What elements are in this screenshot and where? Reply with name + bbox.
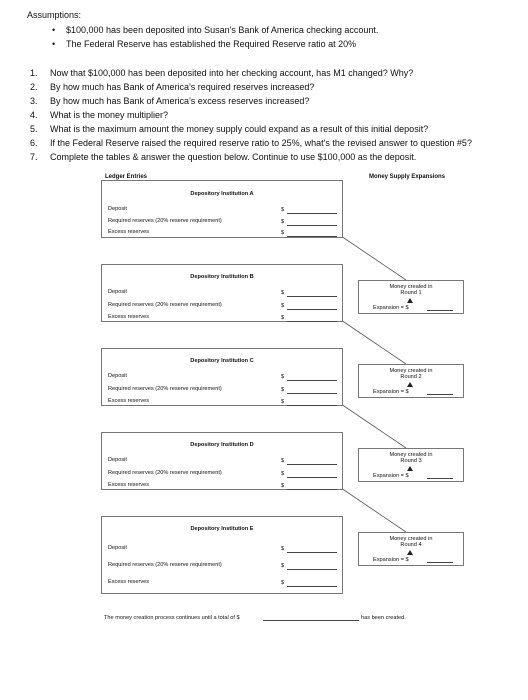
required-reserves-label: Required reserves (20% reserve requirement) (108, 470, 222, 476)
dollar-sign: $ (281, 315, 285, 321)
round-line1: Money created in (389, 452, 433, 458)
required-reserves-label: Required reserves (20% reserve requirement) (108, 302, 222, 308)
bullet-dot: • (52, 25, 56, 35)
round-line2: Round 1 (400, 290, 422, 296)
question-number: 2. (30, 82, 38, 92)
question-text: If the Federal Reserve raised the required reserve ratio to 25%, what's the revised answer to question #5? (50, 138, 472, 148)
institution-title: Depository Institution C (190, 358, 254, 364)
required-reserves-blank[interactable] (287, 563, 337, 570)
assumption-bullet-1: $100,000 has been deposited into Susan's Bank of America checking account. (66, 25, 379, 35)
question-text: Now that $100,000 has been deposited into her checking account, has M1 changed? Why? (50, 68, 414, 78)
excess-reserves-blank[interactable] (287, 315, 337, 322)
deposit-label: Deposit (108, 206, 127, 212)
assumptions-heading: Assumptions: (27, 10, 82, 20)
dollar-sign: $ (281, 387, 285, 393)
round-line2: Round 2 (400, 374, 422, 380)
dollar-sign: $ (281, 471, 285, 477)
arrow-up-icon (407, 298, 413, 303)
dollar-sign: $ (281, 580, 285, 586)
required-reserves-blank[interactable] (287, 303, 337, 310)
institution-b-box (101, 264, 343, 322)
required-reserves-blank[interactable] (287, 219, 337, 226)
arrow-up-icon (407, 550, 413, 555)
deposit-blank[interactable] (287, 458, 337, 465)
deposit-blank[interactable] (287, 546, 337, 553)
arrow-up-icon (407, 382, 413, 387)
footer-right-text: has been created. (361, 615, 406, 621)
institution-e-box (101, 516, 343, 594)
excess-reserves-label: Excess reserves (108, 482, 150, 488)
deposit-label: Deposit (108, 289, 127, 295)
round-3-box (358, 448, 464, 482)
expansion-blank[interactable] (427, 556, 453, 563)
round-line2: Round 3 (400, 458, 422, 464)
institution-title: Depository Institution A (190, 191, 254, 197)
expansion-blank[interactable] (427, 388, 453, 395)
required-reserves-blank[interactable] (287, 471, 337, 478)
question-number: 5. (30, 124, 38, 134)
excess-reserves-label: Excess reserves (108, 229, 150, 235)
total-blank[interactable] (263, 620, 359, 621)
bullet-dot: • (52, 39, 56, 49)
question-text: What is the maximum amount the money supply could expand as a result of this initial deposit? (50, 124, 429, 134)
dollar-sign: $ (281, 483, 285, 489)
required-reserves-label: Required reserves (20% reserve requirement) (108, 386, 222, 392)
expansion-blank[interactable] (427, 472, 453, 479)
expansion-label: Expansion = $ (373, 305, 409, 311)
excess-reserves-blank[interactable] (287, 580, 337, 587)
deposit-blank[interactable] (287, 290, 337, 297)
dollar-sign: $ (281, 290, 285, 296)
round-line2: Round 4 (400, 542, 422, 548)
question-text: By how much has Bank of America's excess reserves increased? (50, 96, 310, 106)
dollar-sign: $ (281, 374, 285, 380)
dollar-sign: $ (281, 207, 285, 213)
ledger-entries-heading: Ledger Entries (105, 174, 148, 180)
money-supply-heading: Money Supply Expansions (369, 174, 446, 180)
dollar-sign: $ (281, 546, 285, 552)
dollar-sign: $ (281, 219, 285, 225)
question-text: What is the money multiplier? (50, 110, 169, 120)
dollar-sign: $ (281, 458, 285, 464)
round-line1: Money created in (389, 368, 433, 374)
expansion-label: Expansion = $ (373, 473, 409, 479)
dollar-sign: $ (281, 563, 285, 569)
excess-reserves-label: Excess reserves (108, 579, 150, 585)
question-number: 1. (30, 68, 38, 78)
deposit-blank[interactable] (287, 374, 337, 381)
deposit-label: Deposit (108, 373, 127, 379)
round-2-box (358, 364, 464, 398)
excess-reserves-label: Excess reserves (108, 314, 150, 320)
question-number: 4. (30, 110, 38, 120)
question-text: By how much has Bank of America's required reserves increased? (50, 82, 315, 92)
question-number: 6. (30, 138, 38, 148)
institution-title: Depository Institution B (190, 274, 254, 280)
institution-c-box (101, 348, 343, 406)
question-number: 3. (30, 96, 38, 106)
expansion-label: Expansion = $ (373, 557, 409, 563)
dollar-sign: $ (281, 303, 285, 309)
footer-left-text: The money creation process continues until a total of $ (104, 615, 240, 621)
excess-reserves-label: Excess reserves (108, 398, 150, 404)
institution-title: Depository Institution D (190, 442, 254, 448)
assumption-bullet-2: The Federal Reserve has established the Required Reserve ratio at 20% (66, 39, 357, 49)
expansion-label: Expansion = $ (373, 389, 409, 395)
round-1-box (358, 280, 464, 314)
round-line1: Money created in (389, 536, 433, 542)
arrow-up-icon (407, 466, 413, 471)
excess-reserves-blank[interactable] (287, 399, 337, 406)
required-reserves-blank[interactable] (287, 387, 337, 394)
question-text: Complete the tables & answer the question below. Continue to use $100,000 as the deposit. (50, 152, 417, 162)
dollar-sign: $ (281, 230, 285, 236)
expansion-blank[interactable] (427, 304, 453, 311)
required-reserves-label: Required reserves (20% reserve requirement) (108, 562, 222, 568)
deposit-blank[interactable] (287, 207, 337, 214)
institution-a-box (101, 180, 343, 238)
deposit-label: Deposit (108, 457, 127, 463)
institution-d-box (101, 432, 343, 490)
excess-reserves-blank[interactable] (287, 230, 337, 237)
required-reserves-label: Required reserves (20% reserve requirement) (108, 218, 222, 224)
question-number: 7. (30, 152, 38, 162)
round-line1: Money created in (389, 284, 433, 290)
deposit-label: Deposit (108, 545, 127, 551)
round-4-box (358, 532, 464, 566)
dollar-sign: $ (281, 399, 285, 405)
institution-title: Depository Institution E (190, 526, 254, 532)
excess-reserves-blank[interactable] (287, 483, 337, 490)
